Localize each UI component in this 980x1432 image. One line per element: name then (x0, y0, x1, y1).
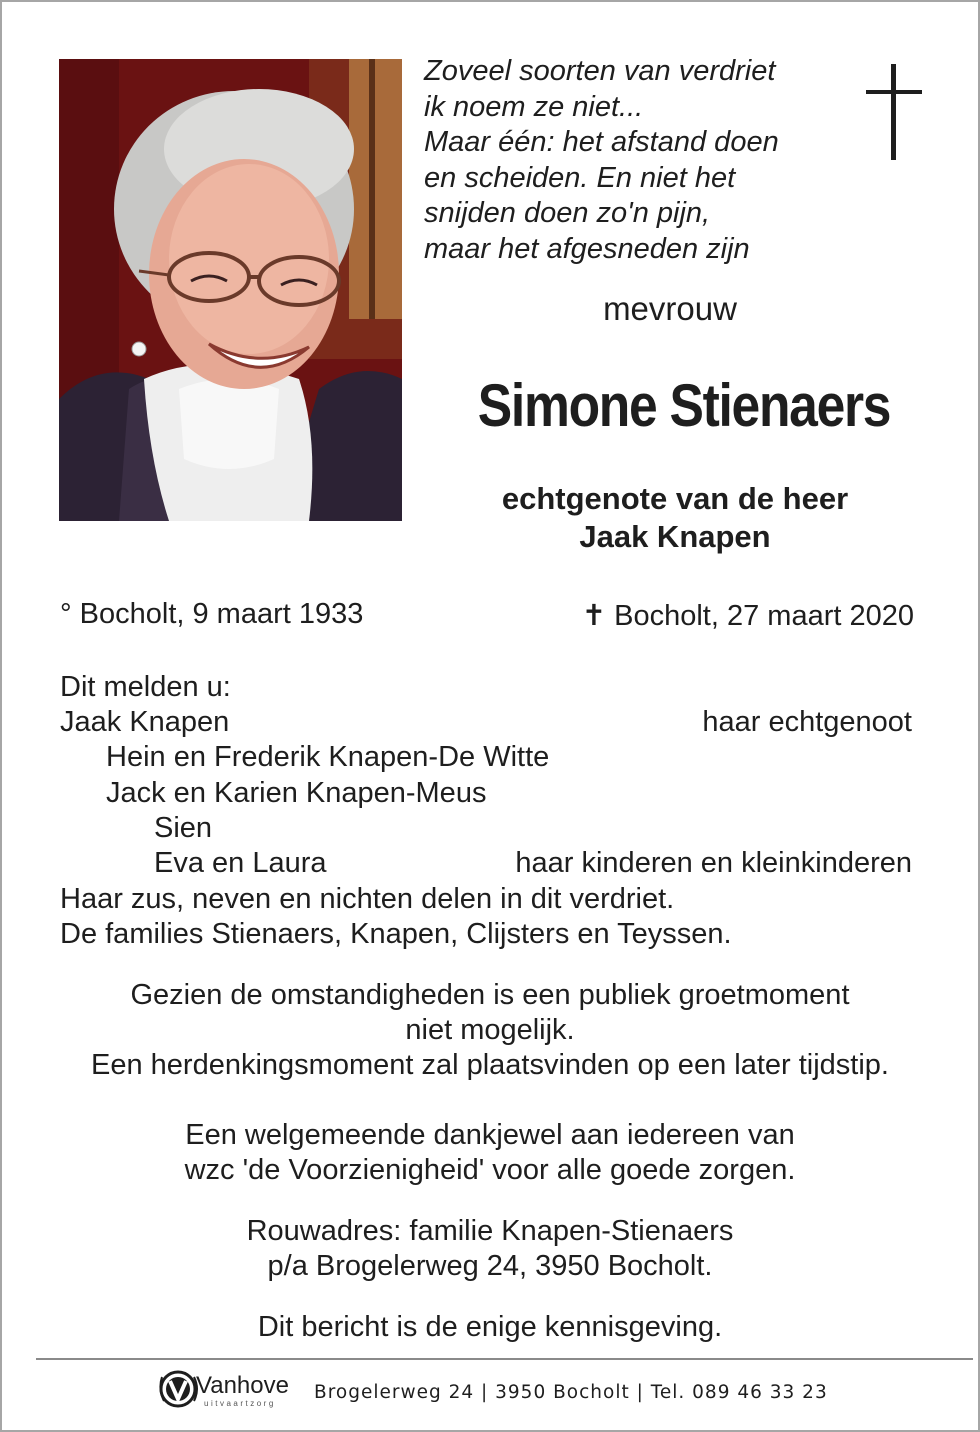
children-role: haar kinderen en kleinkinderen (515, 847, 912, 879)
circumstances-notice (40, 978, 940, 1083)
notice-line: Gezien de omstandigheden is een publiek groetmoment (130, 979, 850, 1011)
announcement-intro: Dit melden u: (60, 671, 231, 703)
poem-line: Maar één: het afstand doen (424, 126, 779, 158)
poem-line: en scheiden. En niet het (424, 161, 736, 194)
footer-divider (36, 1358, 973, 1360)
spouse-line-2: Jaak Knapen (579, 519, 771, 554)
spouse-info (430, 480, 920, 556)
birth-date: ° Bocholt, 9 maart 1933 (60, 598, 364, 630)
closing-note: Dit bericht is de enige kennisgeving. (257, 1311, 723, 1343)
death-date: ✝ Bocholt, 27 maart 2020 (581, 600, 914, 632)
spouse-name: Jaak Knapen (60, 706, 230, 738)
child-entry: Hein en Frederik Knapen-De Witte (106, 741, 550, 773)
salutation: mevrouw (603, 290, 737, 327)
thanks-message (40, 1118, 940, 1188)
notice-line: Een herdenkingsmoment zal plaatsvinden op een later tijdstip. (91, 1049, 889, 1081)
grandchild-entry: Eva en Laura (154, 847, 327, 879)
cross-icon (866, 64, 922, 160)
brand-name: Vanhove (196, 1372, 289, 1399)
notice-line: niet mogelijk. (405, 1014, 575, 1046)
poem-line: maar het afgesneden zijn (424, 232, 750, 265)
child-entry: Jack en Karien Knapen-Meus (106, 777, 487, 809)
deceased-name: Simone Stienaers (477, 372, 891, 439)
poem (424, 54, 844, 267)
portrait-photo (59, 59, 402, 521)
grandchild-entry: Sien (154, 812, 213, 844)
family-line: De families Stienaers, Knapen, Clijsters en Teyssen. (60, 918, 732, 950)
poem-line: ik noem ze niet... (424, 90, 644, 123)
poem-line: Zoveel soorten van verdriet (424, 55, 776, 87)
mourning-address (40, 1214, 940, 1284)
family-line: Haar zus, neven en nichten delen in dit verdriet. (60, 883, 675, 915)
spouse-line-1: echtgenote van de heer (501, 481, 849, 516)
poem-line: snijden doen zo'n pijn, (424, 197, 711, 229)
thanks-line: wzc 'de Voorzienigheid' voor alle goede zorgen. (184, 1154, 796, 1186)
address-line: Rouwadres: familie Knapen-Stienaers (246, 1215, 734, 1247)
spouse-role: haar echtgenoot (702, 706, 912, 738)
footer-contact: Brogelerweg 24 | 3950 Bocholt | Tel. 089 46 33 23 (314, 1382, 828, 1403)
address-line: p/a Brogelerweg 24, 3950 Bocholt. (267, 1250, 713, 1282)
brand-subtitle: uitvaartzorg (204, 1399, 276, 1408)
thanks-line: Een welgemeende dankjewel aan iedereen van (185, 1119, 795, 1151)
